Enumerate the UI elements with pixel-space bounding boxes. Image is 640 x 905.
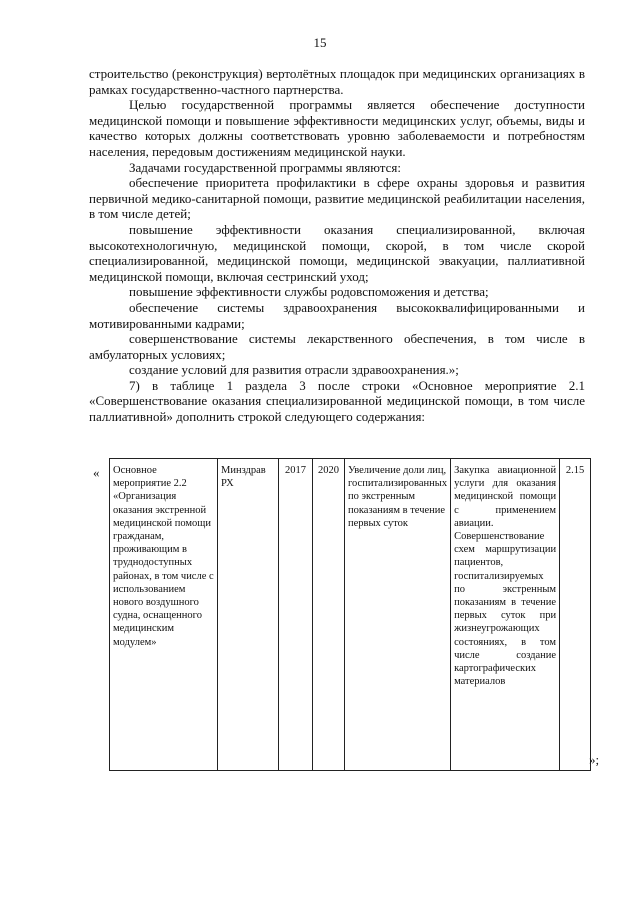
- table-row: [110, 459, 591, 771]
- program-table: [109, 458, 591, 771]
- paragraph: Целью государственной программы является обеспечение доступности медицинской помощи и повышение эффективности медицинских услуг, объемы, виды и качество которых должны соответствовать уровню заболеваемости и потребностям населения, передовым достижениям медицинской науки.: [89, 97, 585, 159]
- cell-link: 2.15: [560, 459, 591, 771]
- paragraph: Задачами государственной программы являются:: [129, 159, 401, 175]
- quote-close: »;: [589, 752, 600, 767]
- paragraph: обеспечение приоритета профилактики в сфере охраны здоровья и развития первичной медико-санитарной помощи, развитие медицинской реабилитации населения, в том числе детей;: [89, 175, 585, 222]
- paragraph: повышение эффективности службы родовспоможения и детства;: [129, 284, 489, 300]
- cell-year-start: 2017: [279, 459, 313, 771]
- paragraph: совершенствование системы лекарственного обеспечения, в том числе в амбулаторных условиях;: [89, 331, 585, 362]
- paragraph: 7) в таблице 1 раздела 3 после строки «Основное мероприятие 2.1 «Совершенствование оказания специализированной медицинской помощи, в том числе паллиативной» дополнить строкой следующего содержания:: [89, 377, 585, 425]
- paragraph: создание условий для развития отрасли здравоохранения.»;: [129, 362, 459, 378]
- cell-executor: Минздрав РХ: [218, 459, 279, 771]
- paragraph: обеспечение системы здравоохранения высококвалифицированными и мотивированными кадрами;: [89, 299, 585, 331]
- cell-result: Увеличение доли лиц, госпитализированных по экстренным показаниям в течение первых суток: [345, 459, 451, 771]
- cell-year-end: 2020: [313, 459, 345, 771]
- paragraph: строительство (реконструкция) вертолётных площадок при медицинских организациях в рамках государственно-частного партнерства.: [89, 66, 585, 97]
- quote-open: «: [93, 465, 100, 480]
- cell-event: Основное мероприятие 2.2 «Организация оказания экстренной медицинской помощи гражданам, проживающим в труднодоступных районах, в том числе с использованием нового воздушного судна, оснащенного медицинским модулем»: [110, 459, 218, 771]
- paragraph: повышение эффективности оказания специализированной, включая высокотехнологичную, медицинской помощи, скорой, в том числе скорой специализированной, медицинской помощи, медицинской эвакуации, паллиативной медицинской помощи, включая сестринский уход;: [89, 221, 585, 284]
- page-number: 15: [313, 35, 327, 50]
- body-text: [89, 66, 585, 425]
- cell-actions: Закупка авиационной услуги для оказания медицинской помощи с применением авиации. Совершенствование схем маршрутизации пациентов, госпитализируемых по экстренным показаниям в течение первых суток при жизнеугрожающих состояниях, в том числе создание картографических материалов: [451, 459, 560, 771]
